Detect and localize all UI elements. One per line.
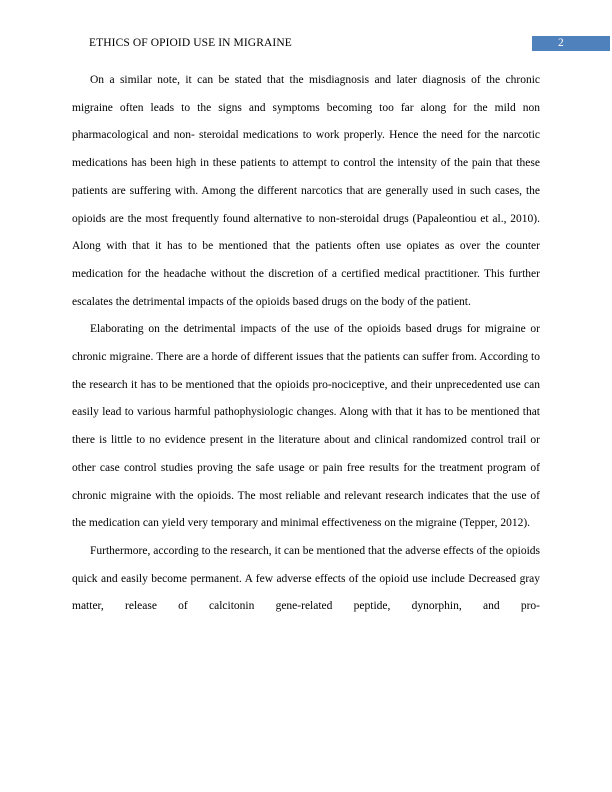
body-paragraph: Elaborating on the detrimental impacts of the use of the opioids based drugs for migraine or chronic migraine. There are a horde of different issues that the patients can suffer from. According to the research it has to be mentioned that the opioids pro-nociceptive, and their unprecedented use can easily lead to various harmful pathophysiologic changes. Along with that it has to be mentioned that there is little to no evidence present in the literature about and clinical randomized control trail or other case control studies proving the safe usage or pain free results for the treatment program of chronic migraine with the opioids. The most reliable and relevant research indicates that the use of the medication can yield very temporary and minimal effectiveness on the migraine (Tepper, 2012).: [72, 323, 540, 530]
page-number: 2: [532, 36, 610, 51]
body-paragraph: On a similar note, it can be stated that the misdiagnosis and later diagnosis of the chronic migraine often leads to the signs and symptoms becoming too far along for the mild non pharmacological and non- steroidal medications to work properly. Hence the need for the narcotic medications has been high in these patients to attempt to control the intensity of the pain that these patients are suffering with. Among the different narcotics that are generally used in such cases, the opioids are the most frequently found alternative to non-steroidal drugs (Papaleontiou et al., 2010). Along with that it has to be mentioned that the patients often use opiates as over the counter medication for the headache without the discretion of a certified medical practitioner. This further escalates the detrimental impacts of the opioids based drugs on the body of the patient.: [72, 74, 540, 308]
body-paragraph: Furthermore, according to the research, it can be mentioned that the adverse effects of the opioids quick and easily become permanent. A few adverse effects of the opioid use include Decreased gray matter, release of calcitonin gene-related peptide, dynorphin, and pro-: [72, 544, 540, 613]
document-body: [72, 67, 540, 621]
running-head-title: ETHICS OF OPIOID USE IN MIGRAINE: [89, 37, 292, 49]
page-header: [72, 36, 564, 52]
